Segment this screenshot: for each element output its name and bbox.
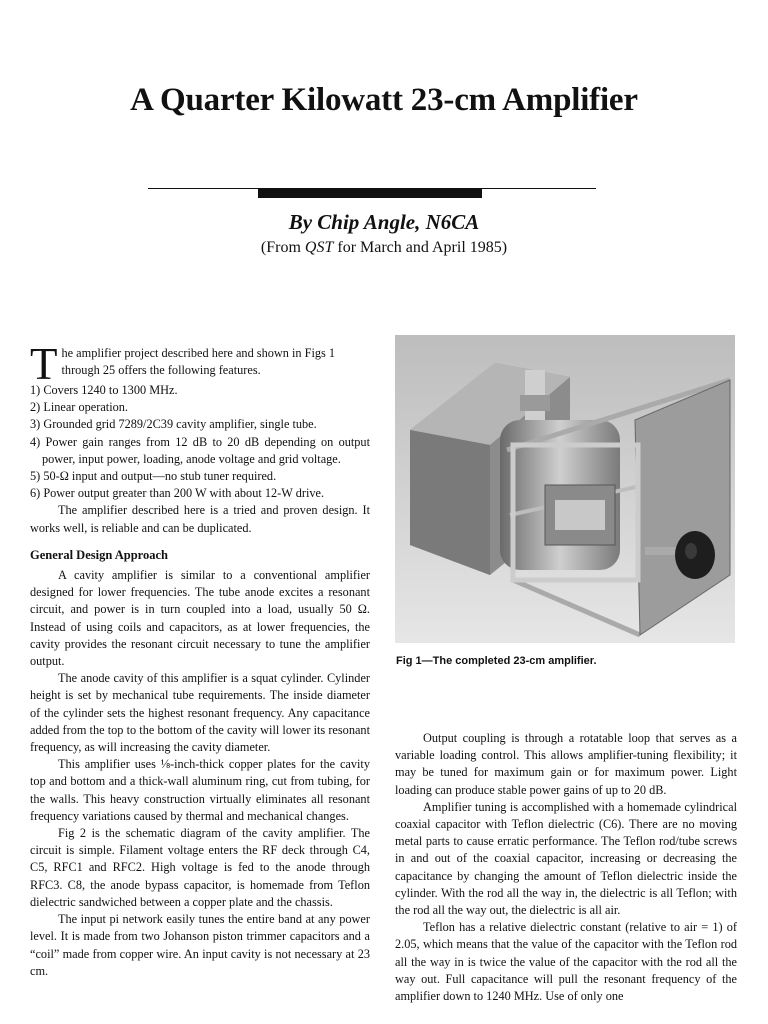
- feature-item: 5) 50-Ω input and output—no stub tuner required.: [30, 469, 277, 484]
- intro-paragraph: [30, 339, 370, 389]
- source-publication: QST: [304, 239, 334, 256]
- intro-line-1: he amplifier project described here and shown in Figs 1: [61, 346, 336, 360]
- feature-item: 6) Power output greater than 200 W with about 12-W drive.: [30, 486, 325, 501]
- body-paragraph: Fig 2 is the schematic diagram of the cavity amplifier. The circuit is simple. Filament voltage enters the RF deck through C4, C5, RFC1 and RFC2. High voltage is fed to the anode through RFC3. C8, the anode bypass capacitor, is homemade from Teflon dielectric sandwiched between a copper plate and the chassis.: [30, 826, 370, 909]
- feature-item: 2) Linear operation.: [30, 400, 128, 415]
- body-paragraph: Output coupling is through a rotatable loop that serves as a variable loading control. This allows amplifier-tuning flexibility; it may be tuned for maximum gain or for maximum power. Light loading can produce stable power gains of up to 20 dB.: [395, 731, 737, 797]
- body-paragraph: Teflon has a relative dielectric constant (relative to air = 1) of 2.05, which means that the value of the capacitor with the Teflon rod all the way in is twice the value of the capacitor with the rod all the way out. Full capacitance will pull the resonant frequency of the amplifier down to 1240 MHz. Use of only one: [395, 920, 737, 1004]
- feature-item: 4) Power gain ranges from 12 dB to 20 dB depending on output power, input power, loading, anode voltage and grid voltage.: [30, 434, 370, 466]
- body-paragraph: The input pi network easily tunes the entire band at any power level. It is made from two Johanson piston trimmer capacitors and a “coil” made from copper wire. An input cavity is not necessary at 23 cm.: [30, 912, 370, 978]
- title-rule-thick: [258, 188, 482, 198]
- amplifier-photo: [395, 335, 735, 643]
- body-paragraph: This amplifier uses ⅛-inch-thick copper plates for the cavity top and bottom and a thick-wall aluminum ring, cut from tubing, for the walls. This heavy construction virtually eliminates all resonant frequency variations caused by thermal and mechanical changes.: [30, 757, 370, 823]
- figure-caption: Fig 1—The completed 23-cm amplifier.: [396, 655, 597, 667]
- body-paragraph: A cavity amplifier is similar to a conventional amplifier designed for lower frequencies. The tube anode excites a resonant circuit, and power is in turn coupled into a load, usually 50 Ω. Instead of using coils and capacitors, as at lower frequencies, the cavity provides the resonant circuit necessary to tune the amplifier output.: [30, 568, 370, 669]
- feature-item: 1) Covers 1240 to 1300 MHz.: [30, 383, 178, 397]
- feature-item: 3) Grounded grid 7289/2C39 cavity amplifier, single tube.: [30, 417, 317, 432]
- source-suffix: for March and April 1985): [333, 239, 508, 256]
- source-prefix: (From: [260, 239, 305, 256]
- body-paragraph: The anode cavity of this amplifier is a squat cylinder. Cylinder height is set by mechanical tube requirements. The inside diameter of the cylinder sets the highest resonant frequency. Any capacitance added from the top to the bottom of the cavity will lower its resonant frequency, as will increasing the cavity diameter.: [30, 671, 370, 755]
- source-line: [0, 239, 768, 257]
- body-paragraph: Amplifier tuning is accomplished with a homemade cylindrical coaxial capacitor with Teflon dielectric (C6). There are no moving metal parts to cause erratic performance. The Teflon rod/tube screws in and out of the coaxial capacitor, increasing or decreasing the capacitance by changing the amount of Teflon dielectric inside the cylinder. With the rod all the way in, the dielectric is all Teflon; with the rod all the way out, the dielectric is all air.: [395, 799, 737, 918]
- intro-closing: The amplifier described here is a tried and proven design. It works well, is reliable and can be duplicated.: [30, 503, 370, 535]
- right-column: [395, 730, 737, 1005]
- section-heading: General Design Approach: [30, 547, 168, 562]
- dropcap: T: [30, 339, 58, 389]
- byline: By Chip Angle, N6CA: [288, 210, 480, 234]
- amplifier-illustration: [395, 335, 735, 643]
- left-column: [30, 339, 370, 980]
- intro-line-2: through 25 offers the following features.: [61, 363, 261, 378]
- article-title: A Quarter Kilowatt 23-cm Amplifier: [130, 82, 638, 118]
